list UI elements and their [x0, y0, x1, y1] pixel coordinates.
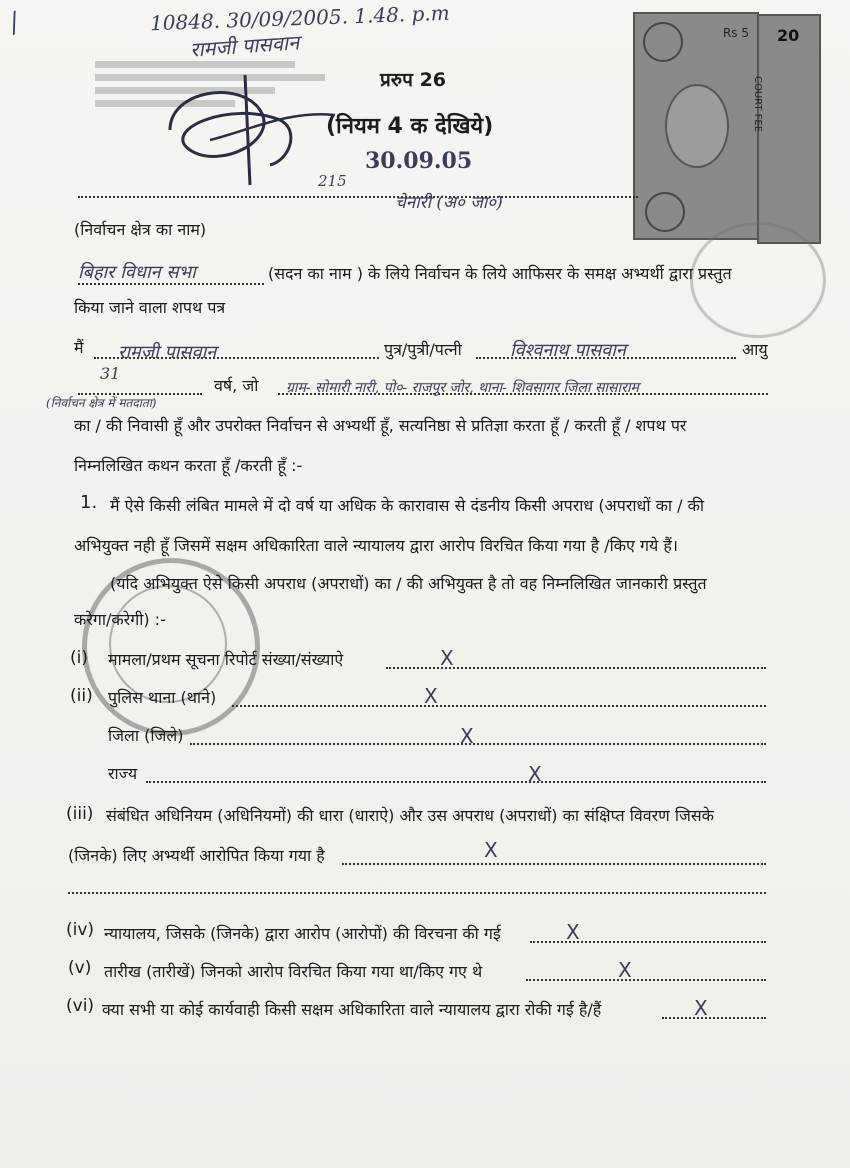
rule-reference: (नियम 4 क देखिये)	[326, 114, 494, 139]
item-ii-cross: X	[424, 684, 438, 708]
item-v-dotted-line	[526, 979, 766, 981]
item-iii-dotted-line-2	[68, 892, 766, 894]
court-fee-label: COURT FEE	[752, 76, 763, 133]
i-label: मैं	[74, 338, 84, 357]
state-cross: X	[528, 762, 542, 786]
item-vi-dotted-line	[662, 1017, 766, 1019]
item-i-text: मामला/प्रथम सूचना रिपोर्ट संख्या/संख्याऐ	[108, 650, 344, 669]
point-1-line-1: मैं ऐसे किसी लंबित मामले में दो वर्ष या अधिक के कारावास से दंडनीय किसी अपराध (अपराधों का / की	[110, 496, 705, 515]
item-iii-number: (iii)	[66, 804, 94, 824]
court-fee-stamp	[752, 14, 821, 244]
item-vi-text: क्या सभी या कोई कार्यवाही किसी सक्षम अधिकारिता वाले न्यायालय द्वारा रोकी गई है/हैं	[102, 1000, 602, 1019]
item-iii-cross: X	[484, 838, 498, 862]
item-i-cross: X	[440, 646, 454, 670]
house-dotted-line	[78, 283, 264, 285]
point-1-number: 1.	[80, 492, 98, 513]
state-dotted-line	[146, 781, 766, 783]
handwritten-date: 30.09.05	[365, 148, 473, 174]
item-iv-cross: X	[566, 920, 580, 944]
age-value: 31	[100, 364, 121, 383]
statement-text: निम्नलिखित कथन करता हूँ /करती हूँ :-	[74, 456, 303, 475]
item-vi-cross: X	[694, 996, 708, 1020]
item-ii-dotted-line	[232, 705, 766, 707]
stamp-1-value: Rs 5	[722, 26, 749, 40]
item-iii-text-1: संबंधित अधिनियम (अधिनियमों) की धारा (धाराऐ) और उस अपराध (अपराधों) का संक्षिप्त विवरण जिसके	[106, 806, 714, 825]
item-ii-number: (ii)	[70, 686, 93, 706]
item-ii-text: पुलिस थाना (थाने)	[108, 688, 217, 707]
condition-line-2: करेगा/करेगी) :-	[74, 610, 166, 629]
residence-text: का / की निवासी हूँ और उपरोक्त निर्वाचन से अभ्यर्थी हूँ, सत्यनिष्ठा से प्रतिज्ञा करता हूँ / करती हूँ / शपथ पर	[74, 416, 687, 435]
form-number: प्ररुप 26	[380, 69, 447, 91]
item-v-cross: X	[618, 958, 632, 982]
serial-number: 215	[318, 172, 347, 190]
age-label: आयु	[742, 340, 768, 359]
district-text: जिला (जिले)	[108, 726, 184, 745]
deponent-name: रामजी पासवान	[118, 342, 217, 363]
item-v-text: तारीख (तारीखें) जिनको आरोप विरचित किया गया था/किए गए थे	[104, 962, 483, 981]
constituency-label: (निर्वाचन क्षेत्र का नाम)	[74, 220, 207, 239]
district-dotted-line	[190, 743, 766, 745]
revenue-stamp-1	[633, 12, 759, 240]
stamp-2-value: 20	[777, 26, 800, 45]
father-name: विश्वनाथ पासवान	[510, 340, 626, 361]
item-vi-number: (vi)	[66, 996, 95, 1016]
point-1-line-2: अभियुक्त नही हूँ जिसमें सक्षम अधिकारिता वाले न्यायालय द्वारा आरोप विरचित किया गया है /किए गये हैं।	[74, 536, 678, 555]
condition-line-1: (यदि अभियुक्त ऐसे किसी अपराध (अपराधों) का / की अभियुक्त है तो वह निम्नलिखित जानकारी प्रस्तुत	[110, 574, 707, 593]
side-note: (निर्वाचन क्षेत्र में मतदाता)	[46, 396, 157, 410]
constituency-value: चेनारी (अ० जा०)	[395, 193, 503, 213]
item-i-number: (i)	[70, 648, 88, 668]
relation-label: पुत्र/पुत्री/पत्नी	[384, 340, 462, 359]
years-label: वर्ष, जो	[214, 376, 259, 395]
state-text: राज्य	[108, 764, 138, 783]
address-value: ग्राम- सोमारी नारी, पो०- राजपुर जोर, थाना- शिवसागर जिला सासाराम	[286, 380, 639, 396]
receipt-note: 10848. 30/09/2005. 1.48. p.m	[149, 0, 451, 36]
item-iv-number: (iv)	[66, 920, 95, 940]
item-iii-dotted-line-1	[342, 863, 766, 865]
house-value: बिहार विधान सभा	[78, 262, 196, 283]
district-cross: X	[460, 724, 474, 748]
house-text: (सदन का नाम ) के लिये निर्वाचन के लिये आफिसर के समक्ष अभ्यर्थी द्वारा प्रस्तुत	[268, 264, 732, 283]
item-iv-text: न्यायालय, जिसके (जिनके) द्वारा आरोप (आरोपों) की विरचना की गई	[104, 924, 501, 943]
house-text-2: किया जाने वाला शपथ पत्र	[74, 298, 226, 317]
item-v-number: (v)	[68, 958, 92, 978]
item-iii-text-2: (जिनके) लिए अभ्यर्थी आरोपित किया गया है	[68, 846, 325, 865]
handwritten-name-top: रामजी पासवान	[189, 30, 300, 62]
corner-mark: /	[4, 7, 25, 39]
constituency-dotted-line	[78, 196, 638, 198]
